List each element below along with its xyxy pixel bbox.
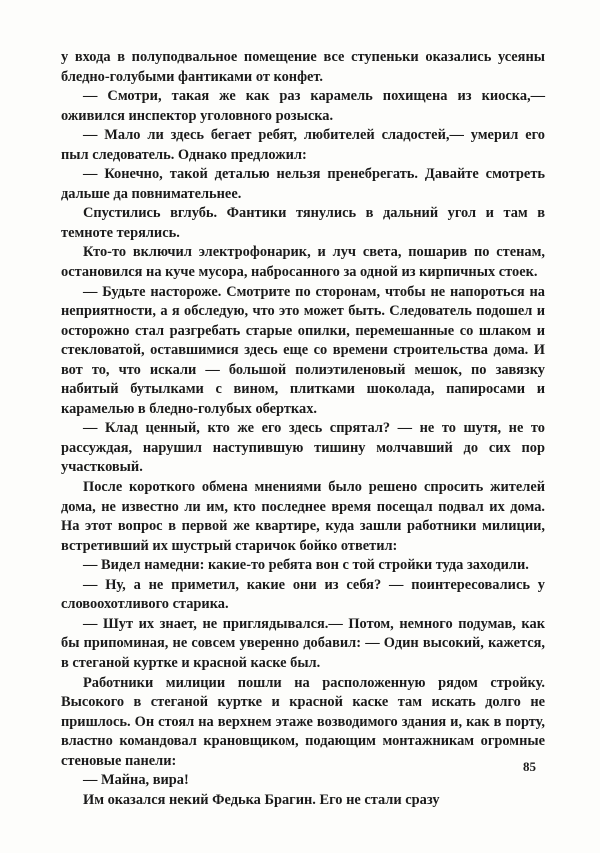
body-text bbox=[61, 48, 545, 810]
paragraph-14: — Майна, вира! bbox=[83, 772, 189, 789]
paragraph-9: После короткого обмена мнениями было решено спросить жителей дома, не известно ли им, кто последнее время посещал подвал их дома. На этот вопрос в первой же квартире, куда зашли работники милиции, встретивший их шустрый старичок бойко ответил: bbox=[61, 479, 545, 554]
paragraph-7: — Будьте настороже. Смотрите по сторонам, чтобы не напороться на неприятности, а я обследую, что это может быть. Следователь подошел и осторожно стал разгребать старые опилки, перемешанные со шлаком и стекловатой, оставшимися здесь еще со времени строительства дома. И вот то, что искали — большой полиэтиленовый мешок, по завязку набитый бутылками с вином, плитками шоколада, папиросами и карамелью в бледно-голубых обертках. bbox=[61, 283, 545, 417]
paragraph-8: — Клад ценный, кто же его здесь спрятал? — не то шутя, не то рассуждая, нарушил наступившую тишину молчавший до сих пор участковый. bbox=[61, 420, 545, 476]
paragraph-15: Им оказался некий Федька Брагин. Его не стали сразу bbox=[83, 791, 440, 808]
paragraph-2: — Смотри, такая же как раз карамель похищена из киоска,— оживился инспектор уголовного розыска. bbox=[61, 88, 545, 124]
paragraph-10: — Видел намедни: какие-то ребята вон с той стройки туда заходили. bbox=[83, 557, 529, 574]
paragraph-13: Работники милиции пошли на расположенную рядом стройку. Высокого в стеганой куртке и красной каске там искать долго не пришлось. Он стоял на верхнем этаже возводимого здания и, как в порту, властно командовал крановщиком, подающим монтажникам огромные стеновые панели: bbox=[61, 674, 545, 769]
paragraph-1: у входа в полуподвальное помещение все ступеньки оказались усеяны бледно-голубыми фантиками от конфет. bbox=[61, 49, 545, 85]
paragraph-11: — Ну, а не приметил, какие они из себя? — поинтересовались у словоохотливого старика. bbox=[61, 576, 545, 613]
page-number: 85 bbox=[523, 759, 536, 774]
paragraph-12: — Шут их знает, не приглядывался.— Потом, немного подумав, как бы припоминая, не совсем уверенно добавил: — Один высокий, кажется, в стеганой куртке и красной каске был. bbox=[61, 615, 545, 671]
paragraph-6: Кто-то включил электрофонарик, и луч света, пошарив по стенам, остановился на куче мусора, набросанного за одной из кирпичных стоек. bbox=[61, 244, 545, 281]
paragraph-4: — Конечно, такой деталью нельзя пренебрегать. Давайте смотреть дальше да повнимательнее. bbox=[61, 166, 545, 202]
paragraph-3: — Мало ли здесь бегает ребят, любителей сладостей,— умерил его пыл следователь. Однако предложил: bbox=[61, 127, 545, 163]
paragraph-5: Спустились вглубь. Фантики тянулись в дальний угол и там в темноте терялись. bbox=[61, 205, 545, 241]
